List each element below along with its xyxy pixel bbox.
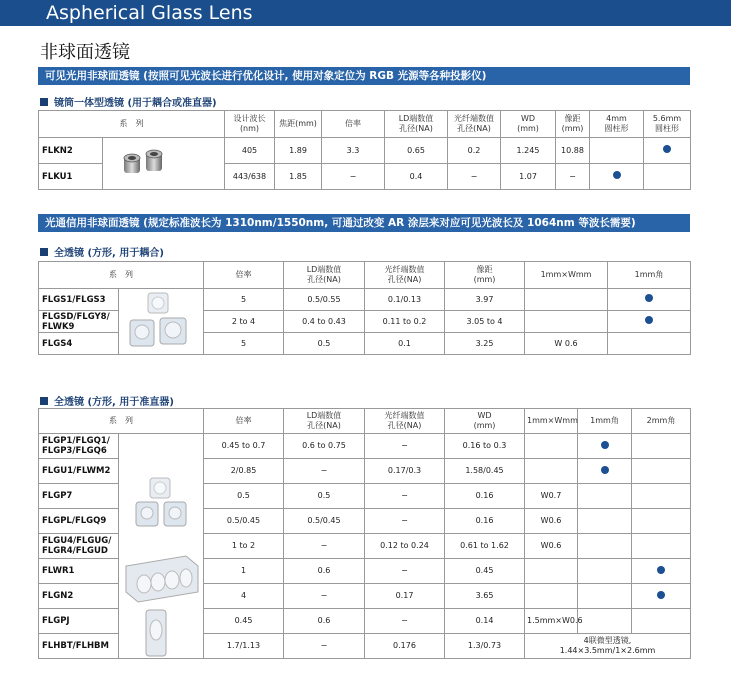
availability-dot [657, 566, 665, 574]
square-lens-coupling-image [122, 290, 194, 360]
column-header: 像距 (mm) [445, 262, 525, 289]
value-cell: − [365, 434, 445, 459]
value-cell: 0.17 [365, 584, 445, 609]
column-header: LD端数值 孔径(NA) [284, 409, 365, 434]
value-cell: 0.16 [445, 509, 525, 534]
column-header: 4mm 圆柱形 [590, 111, 644, 138]
value-cell: − [365, 484, 445, 509]
value-cell: 3.65 [445, 584, 525, 609]
value-cell [644, 164, 691, 190]
value-cell [578, 534, 632, 559]
value-cell: 2 to 4 [204, 311, 284, 333]
value-cell: − [284, 584, 365, 609]
value-cell [578, 584, 632, 609]
column-header: 1mm×Wmm [525, 409, 578, 434]
value-cell: 3.3 [322, 138, 385, 164]
value-cell [632, 584, 691, 609]
availability-dot [601, 466, 609, 474]
model-cell: FLGPJ [39, 609, 119, 634]
value-cell: 0.65 [385, 138, 448, 164]
value-cell [525, 311, 608, 333]
column-header: 光纤端数值 孔径(NA) [365, 262, 445, 289]
value-cell: − [365, 609, 445, 634]
value-cell: 5 [204, 289, 284, 311]
value-cell: 0.1 [365, 333, 445, 355]
section2-bar: 光通信用非球面透镜 (规定标准波长为 1310nm/1550nm, 可通过改变 AR 涂层来对应可见光波长及 1064nm 等波长需要) [38, 214, 690, 232]
value-cell: W0.6 [525, 534, 578, 559]
value-cell [578, 559, 632, 584]
value-cell: 0.61 to 1.62 [445, 534, 525, 559]
availability-dot [645, 316, 653, 324]
column-header: 系 列 [39, 262, 204, 289]
note-cell: 4联微型透镜, 1.44×3.5mm/1×2.6mm [525, 634, 691, 659]
value-cell [590, 138, 644, 164]
value-cell: 405 [225, 138, 275, 164]
column-header: 1mm角 [608, 262, 691, 289]
value-cell [525, 289, 608, 311]
value-cell: 0.4 [385, 164, 448, 190]
value-cell: 0.5 [284, 333, 365, 355]
model-cell: FLKN2 [39, 138, 103, 164]
value-cell: 0.1/0.13 [365, 289, 445, 311]
value-cell [590, 164, 644, 190]
column-header: LD端数值 孔径(NA) [385, 111, 448, 138]
value-cell: 0.14 [445, 609, 525, 634]
availability-dot [645, 294, 653, 302]
value-cell: 0.45 to 0.7 [204, 434, 284, 459]
value-cell: 4 [204, 584, 284, 609]
value-cell: 1.85 [275, 164, 322, 190]
value-cell: 0.5/0.45 [204, 509, 284, 534]
value-cell [632, 509, 691, 534]
value-cell: 1.89 [275, 138, 322, 164]
model-cell: FLGS1/FLGS3 [39, 289, 119, 311]
value-cell: 0.45 [445, 559, 525, 584]
value-cell: W 0.6 [525, 333, 608, 355]
column-header: 像距 (mm) [556, 111, 590, 138]
value-cell: − [322, 164, 385, 190]
section1-subtitle [40, 94, 217, 109]
value-cell: − [556, 164, 590, 190]
column-header: 光纤端数值 孔径(NA) [365, 409, 445, 434]
availability-dot [663, 145, 671, 153]
value-cell: 0.5/0.55 [284, 289, 365, 311]
value-cell: 1.07 [501, 164, 556, 190]
model-cell: FLGU4/FLGUG/ FLGR4/FLGUD [39, 534, 119, 559]
value-cell: 0.6 to 0.75 [284, 434, 365, 459]
value-cell: W0.7 [525, 484, 578, 509]
value-cell [608, 289, 691, 311]
value-cell [578, 459, 632, 484]
section3-subtitle [40, 393, 174, 408]
value-cell: 0.16 [445, 484, 525, 509]
value-cell: 5 [204, 333, 284, 355]
value-cell: 2/0.85 [204, 459, 284, 484]
section2-subtitle-text: 全透镜 (方形, 用于耦合) [54, 248, 164, 259]
value-cell: 0.5 [284, 484, 365, 509]
square-lens-collimator-image [132, 476, 192, 534]
value-cell [632, 609, 691, 634]
value-cell [632, 459, 691, 484]
value-cell: 1 [204, 559, 284, 584]
column-header: 倍率 [322, 111, 385, 138]
value-cell: − [284, 534, 365, 559]
model-cell: FLGS4 [39, 333, 119, 355]
section3-subtitle-text: 全透镜 (方形, 用于准直器) [54, 397, 174, 408]
value-cell: 3.97 [445, 289, 525, 311]
array-lens-image [122, 552, 202, 662]
model-cell: FLKU1 [39, 164, 103, 190]
column-header: 倍率 [204, 409, 284, 434]
value-cell: 1 to 2 [204, 534, 284, 559]
value-cell: 0.5 [204, 484, 284, 509]
value-cell: − [284, 459, 365, 484]
value-cell: 443/638 [225, 164, 275, 190]
value-cell: 10.88 [556, 138, 590, 164]
availability-dot [657, 591, 665, 599]
value-cell [525, 584, 578, 609]
value-cell [525, 434, 578, 459]
value-cell: − [365, 559, 445, 584]
value-cell [578, 609, 632, 634]
column-header: 焦距(mm) [275, 111, 322, 138]
availability-dot [601, 441, 609, 449]
column-header: 1mm×Wmm [525, 262, 608, 289]
column-header: 倍率 [204, 262, 284, 289]
value-cell: 0.45 [204, 609, 284, 634]
value-cell [632, 559, 691, 584]
value-cell [632, 534, 691, 559]
value-cell [608, 311, 691, 333]
column-header: 系 列 [39, 111, 225, 138]
value-cell: 1.58/0.45 [445, 459, 525, 484]
value-cell: 0.176 [365, 634, 445, 659]
value-cell: 3.05 to 4 [445, 311, 525, 333]
value-cell [525, 559, 578, 584]
column-header: 5.6mm 圆柱形 [644, 111, 691, 138]
column-header: 光纤端数值 孔径(NA) [448, 111, 501, 138]
value-cell: 1.245 [501, 138, 556, 164]
value-cell: 0.4 to 0.43 [284, 311, 365, 333]
page-banner: Aspherical Glass Lens [0, 0, 731, 26]
model-cell: FLWR1 [39, 559, 119, 584]
page-title: 非球面透镜 [40, 42, 130, 63]
value-cell: − [448, 164, 501, 190]
column-header: WD (mm) [501, 111, 556, 138]
value-cell: 1.3/0.73 [445, 634, 525, 659]
value-cell: − [284, 634, 365, 659]
value-cell [578, 509, 632, 534]
model-cell: FLGP1/FLGQ1/ FLGP3/FLGQ6 [39, 434, 119, 459]
value-cell [608, 333, 691, 355]
value-cell: 0.12 to 0.24 [365, 534, 445, 559]
column-header: 设计波长 (nm) [225, 111, 275, 138]
value-cell: 0.11 to 0.2 [365, 311, 445, 333]
value-cell: 3.25 [445, 333, 525, 355]
model-cell: FLGP7 [39, 484, 119, 509]
column-header: LD端数值 孔径(NA) [284, 262, 365, 289]
section2-subtitle [40, 244, 164, 259]
value-cell [525, 459, 578, 484]
model-cell: FLGSD/FLGY8/ FLWK9 [39, 311, 119, 333]
availability-dot [613, 171, 621, 179]
column-header: 系 列 [39, 409, 204, 434]
column-header: WD (mm) [445, 409, 525, 434]
value-cell: 0.16 to 0.3 [445, 434, 525, 459]
value-cell [632, 434, 691, 459]
section1-bar: 可见光用非球面透镜 (按照可见光波长进行优化设计, 使用对象定位为 RGB 光源等各种投影仪) [38, 67, 690, 85]
model-cell: FLHBT/FLHBM [39, 634, 119, 659]
value-cell [578, 434, 632, 459]
value-cell: 0.6 [284, 559, 365, 584]
value-cell: 1.7/1.13 [204, 634, 284, 659]
value-cell: − [365, 509, 445, 534]
column-header: 1mm角 [578, 409, 632, 434]
column-header: 2mm角 [632, 409, 691, 434]
value-cell: W0.6 [525, 509, 578, 534]
model-cell: FLGN2 [39, 584, 119, 609]
value-cell: 0.17/0.3 [365, 459, 445, 484]
table-row [39, 434, 691, 459]
model-cell: FLGU1/FLWM2 [39, 459, 119, 484]
value-cell: 1.5mm×W0.6 [525, 609, 578, 634]
value-cell: 0.2 [448, 138, 501, 164]
value-cell [644, 138, 691, 164]
value-cell [578, 484, 632, 509]
image-cell [119, 434, 204, 459]
value-cell [632, 484, 691, 509]
lens-cylinder-image [118, 147, 168, 179]
value-cell: 0.6 [284, 609, 365, 634]
model-cell: FLGPL/FLGQ9 [39, 509, 119, 534]
section1-subtitle-text: 镜筒一体型透镜 (用于耦合或准直器) [54, 98, 217, 109]
value-cell: 0.5/0.45 [284, 509, 365, 534]
